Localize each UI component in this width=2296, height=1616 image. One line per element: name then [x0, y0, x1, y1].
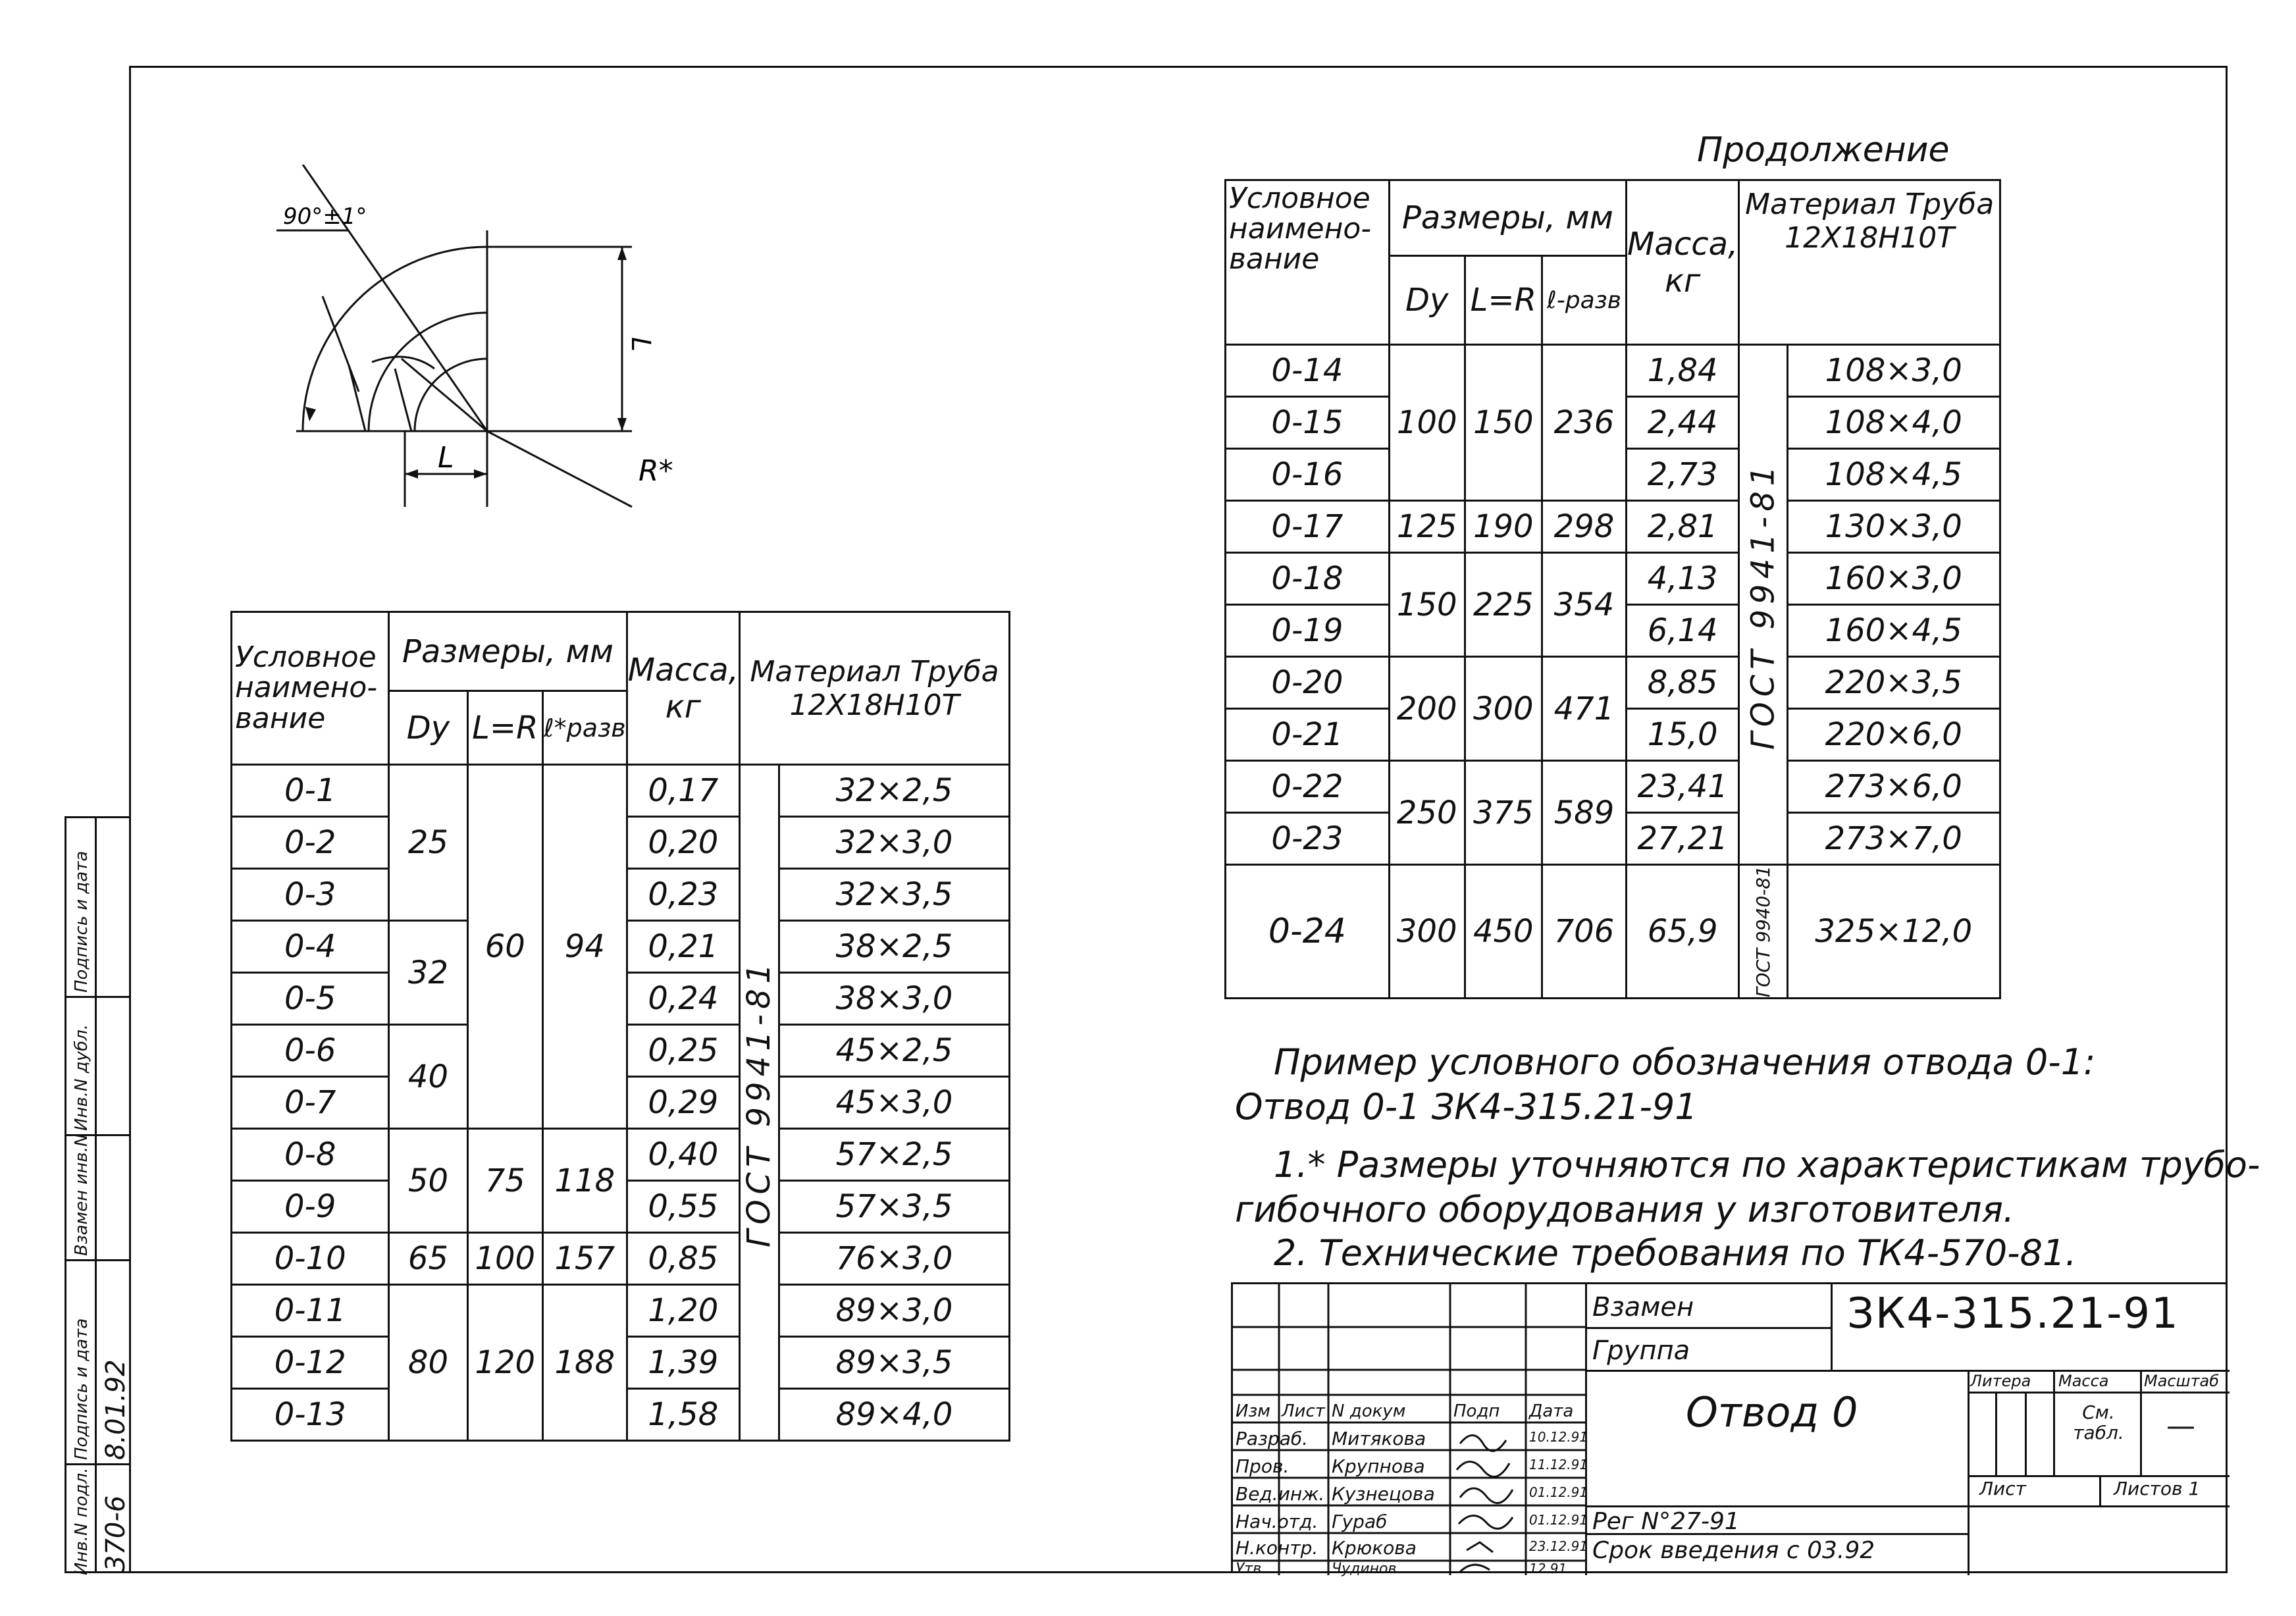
- row-name: 0-16: [1226, 449, 1390, 501]
- header-mass: Масса, кг: [1627, 180, 1739, 345]
- list-label: Лист: [1979, 1478, 2026, 1499]
- lr-cell: 450: [1465, 865, 1542, 999]
- pipe-cell: 108×4,5: [1787, 449, 2000, 501]
- strip-podpis-data-2: Подпись и дата: [72, 850, 91, 993]
- mass-cell: 0,29: [627, 1077, 739, 1129]
- name-nach-otd: Гураб: [1332, 1511, 1388, 1532]
- lr-cell: 60: [467, 765, 542, 1129]
- pipe-cell: 273×6,0: [1787, 761, 2000, 813]
- row-name: 0-5: [232, 973, 389, 1025]
- mass-cell: 6,14: [1627, 605, 1739, 657]
- header-dy: Dу: [389, 691, 467, 765]
- note-designation: Отвод 0-1 ЗК4-315.21-91: [1235, 1086, 1698, 1128]
- mass-cell: 0,24: [627, 973, 739, 1025]
- mass-cell: 2,44: [1627, 397, 1739, 449]
- pipe-cell: 57×3,5: [779, 1181, 1009, 1233]
- pipe-cell: 130×3,0: [1787, 501, 2000, 553]
- header-lr: L=R: [467, 691, 542, 765]
- pipe-cell: 89×3,5: [779, 1337, 1009, 1389]
- dy-cell: 40: [389, 1025, 467, 1129]
- note-2: 2. Технические требования по ТК4-570-81.: [1274, 1232, 2077, 1274]
- role-utv: Утв.: [1236, 1561, 1266, 1577]
- pipe-cell: 108×4,0: [1787, 397, 2000, 449]
- lr-cell: 375: [1465, 761, 1542, 865]
- header-lrazv: ℓ*разв: [542, 691, 627, 765]
- pipe-cell: 32×3,5: [779, 869, 1009, 921]
- date-prov: 11.12.91: [1529, 1457, 1588, 1473]
- doc-code: ЗК4-315.21-91: [1847, 1290, 2179, 1338]
- gost2-cell: ГОСТ 9940-81: [1739, 865, 1787, 999]
- date-n-kontr: 23.12.91: [1529, 1538, 1588, 1554]
- mass-value: См. табл.: [2073, 1401, 2124, 1444]
- strip-inv-value: 370-6: [101, 1495, 131, 1572]
- note-1: 1.* Размеры уточняются по характеристикам трубо-: [1274, 1144, 2260, 1186]
- row-name: 0-4: [232, 921, 389, 973]
- col-list: Лист: [1282, 1401, 1325, 1421]
- dim-l-vertical: L: [625, 337, 656, 352]
- row-name: 0-11: [232, 1285, 389, 1337]
- mass-cell: 0,55: [627, 1181, 739, 1233]
- strip-inv-podl: Инв.N подл.: [72, 1467, 91, 1575]
- pipe-cell: 45×2,5: [779, 1025, 1009, 1077]
- header-sizes: Размеры, мм: [1389, 180, 1626, 256]
- row-name: 0-20: [1226, 657, 1390, 709]
- dy-cell: 50: [389, 1129, 467, 1233]
- date-ved-inzh: 01.12.91: [1529, 1484, 1588, 1500]
- pipe-cell: 160×3,0: [1787, 553, 2000, 605]
- table-elbows-2: [1224, 179, 2001, 999]
- name-prov: Крупнова: [1332, 1455, 1425, 1477]
- gost-cell: ГОСТ 9941-81: [1739, 345, 1787, 865]
- pipe-cell: 45×3,0: [779, 1077, 1009, 1129]
- row-name: 0-13: [232, 1389, 389, 1441]
- lrazv-cell: 94: [542, 765, 627, 1129]
- side-strip: [65, 816, 129, 1573]
- mass-cell: 15,0: [1627, 709, 1739, 761]
- mass-cell: 0,85: [627, 1233, 739, 1285]
- mass-cell: 1,39: [627, 1337, 739, 1389]
- role-nach-otd: Нач.отд.: [1236, 1511, 1318, 1532]
- strip-inv-dubl: Инв.N дубл.: [72, 1024, 91, 1131]
- date-razrab: 10.12.91: [1529, 1429, 1588, 1445]
- litera-label: Литера: [1970, 1372, 2031, 1390]
- row-name: 0-17: [1226, 501, 1390, 553]
- mass-cell: 0,40: [627, 1129, 739, 1181]
- header-dy: Dу: [1389, 256, 1465, 345]
- name-n-kontr: Крюкова: [1332, 1537, 1417, 1559]
- note-example: Пример условного обозначения отвода 0-1:: [1274, 1041, 2096, 1083]
- pipe-cell: 160×4,5: [1787, 605, 2000, 657]
- note-1-cont: гибочного оборудования у изготовителя.: [1235, 1189, 2015, 1230]
- dy-cell: 25: [389, 765, 467, 921]
- massa-label: Масса: [2058, 1372, 2109, 1390]
- col-podp: Подп: [1453, 1401, 1500, 1421]
- row-name: 0-7: [232, 1077, 389, 1129]
- lrazv-cell: 471: [1542, 657, 1626, 761]
- row-name: 0-23: [1226, 813, 1390, 865]
- role-prov: Пров.: [1236, 1455, 1290, 1477]
- row-name: 0-21: [1226, 709, 1390, 761]
- pipe-cell: 32×2,5: [779, 765, 1009, 817]
- mass-cell: 4,13: [1627, 553, 1739, 605]
- row-name: 0-19: [1226, 605, 1390, 657]
- date-nach-otd: 01.12.91: [1529, 1512, 1588, 1528]
- row-name: 0-3: [232, 869, 389, 921]
- row-name: 0-2: [232, 817, 389, 869]
- lrazv-cell: 188: [542, 1285, 627, 1441]
- row-name: 0-9: [232, 1181, 389, 1233]
- header-sizes: Размеры, мм: [389, 612, 627, 691]
- strip-podpis-data: Подпись и дата: [72, 1318, 91, 1460]
- scale-value: —: [2166, 1409, 2195, 1443]
- mass-cell: 1,58: [627, 1389, 739, 1441]
- angle-label: 90°±1°: [283, 203, 367, 230]
- header-name: Условное наимено- вание: [1226, 180, 1390, 345]
- vzamen-label: Взамен: [1592, 1292, 1694, 1322]
- dy-cell: 300: [1389, 865, 1465, 999]
- masshtab-label: Масштаб: [2144, 1372, 2220, 1390]
- srok-vvedenia: Срок введения с 03.92: [1592, 1537, 1875, 1564]
- mass-cell: 0,25: [627, 1025, 739, 1077]
- lrazv-cell: 706: [1542, 865, 1626, 999]
- lrazv-cell: 118: [542, 1129, 627, 1233]
- mass-cell: 2,73: [1627, 449, 1739, 501]
- gruppa-label: Группа: [1592, 1336, 1690, 1366]
- role-n-kontr: Н.контр.: [1236, 1537, 1318, 1559]
- pipe-cell: 325×12,0: [1787, 865, 2000, 999]
- row-name: 0-10: [232, 1233, 389, 1285]
- dim-l-horizontal: L: [438, 441, 454, 475]
- col-izm: Изм: [1236, 1401, 1270, 1421]
- lr-cell: 225: [1465, 553, 1542, 657]
- dy-cell: 125: [1389, 501, 1465, 553]
- reg-number: Рег N°27-91: [1592, 1508, 1740, 1535]
- gost-cell: ГОСТ 9941-81: [739, 765, 779, 1441]
- dy-cell: 200: [1389, 657, 1465, 761]
- lr-cell: 100: [467, 1233, 542, 1285]
- header-material: Материал Труба 12Х18Н10Т: [1739, 180, 2000, 345]
- table2-caption: Продолжение: [1697, 130, 1950, 170]
- pipe-cell: 76×3,0: [779, 1233, 1009, 1285]
- row-name: 0-1: [232, 765, 389, 817]
- name-razrab: Митякова: [1332, 1428, 1426, 1449]
- row-name: 0-22: [1226, 761, 1390, 813]
- date-utv: 12.91: [1529, 1561, 1567, 1577]
- col-data: Дата: [1529, 1401, 1574, 1421]
- role-ved-inzh: Вед.инж.: [1236, 1483, 1325, 1505]
- lrazv-cell: 236: [1542, 345, 1626, 501]
- mass-cell: 1,20: [627, 1285, 739, 1337]
- mass-cell: 0,17: [627, 765, 739, 817]
- mass-cell: 8,85: [1627, 657, 1739, 709]
- lrazv-cell: 157: [542, 1233, 627, 1285]
- elbow-drawing: [263, 165, 724, 533]
- dy-cell: 80: [389, 1285, 467, 1441]
- mass-cell: 1,84: [1627, 345, 1739, 397]
- pipe-cell: 220×3,5: [1787, 657, 2000, 709]
- title-block: [1231, 1282, 2228, 1577]
- row-name: 0-18: [1226, 553, 1390, 605]
- header-mass: Масса, кг: [627, 612, 739, 765]
- role-razrab: Разраб.: [1236, 1428, 1309, 1449]
- name-ved-inzh: Кузнецова: [1332, 1483, 1435, 1505]
- lr-cell: 300: [1465, 657, 1542, 761]
- header-material: Материал Труба 12Х18Н10Т: [739, 612, 1009, 765]
- pipe-cell: 32×3,0: [779, 817, 1009, 869]
- listov-label: Листов 1: [2114, 1478, 2201, 1499]
- mass-cell: 0,20: [627, 817, 739, 869]
- strip-date-value: 8.01.92: [101, 1359, 131, 1460]
- row-name: 0-6: [232, 1025, 389, 1077]
- mass-cell: 0,23: [627, 869, 739, 921]
- radius-label: R*: [639, 454, 673, 488]
- dy-cell: 65: [389, 1233, 467, 1285]
- mass-cell: 2,81: [1627, 501, 1739, 553]
- header-lrazv: ℓ-разв: [1542, 256, 1626, 345]
- dy-cell: 100: [1389, 345, 1465, 501]
- name-utv: Чудинов: [1332, 1561, 1397, 1577]
- pipe-cell: 273×7,0: [1787, 813, 2000, 865]
- pipe-cell: 57×2,5: [779, 1129, 1009, 1181]
- pipe-cell: 89×3,0: [779, 1285, 1009, 1337]
- pipe-cell: 38×2,5: [779, 921, 1009, 973]
- mass-cell: 27,21: [1627, 813, 1739, 865]
- pipe-cell: 89×4,0: [779, 1389, 1009, 1441]
- lrazv-cell: 298: [1542, 501, 1626, 553]
- lr-cell: 150: [1465, 345, 1542, 501]
- pipe-cell: 220×6,0: [1787, 709, 2000, 761]
- lrazv-cell: 589: [1542, 761, 1626, 865]
- pipe-cell: 108×3,0: [1787, 345, 2000, 397]
- header-name: Условное наимено- вание: [232, 612, 389, 765]
- lr-cell: 190: [1465, 501, 1542, 553]
- pipe-cell: 38×3,0: [779, 973, 1009, 1025]
- header-lr: L=R: [1465, 256, 1542, 345]
- row-name: 0-14: [1226, 345, 1390, 397]
- dy-cell: 250: [1389, 761, 1465, 865]
- mass-cell: 65,9: [1627, 865, 1739, 999]
- dy-cell: 32: [389, 921, 467, 1025]
- col-ndok: N докум: [1332, 1401, 1406, 1421]
- lr-cell: 75: [467, 1129, 542, 1233]
- row-name: 0-8: [232, 1129, 389, 1181]
- lrazv-cell: 354: [1542, 553, 1626, 657]
- lr-cell: 120: [467, 1285, 542, 1441]
- table-elbows-1: [230, 611, 1010, 1442]
- mass-cell: 23,41: [1627, 761, 1739, 813]
- dy-cell: 150: [1389, 553, 1465, 657]
- row-name: 0-12: [232, 1337, 389, 1389]
- strip-vzam-inv: Взамен инв.N: [72, 1134, 91, 1256]
- doc-title: Отвод 0: [1686, 1388, 1858, 1436]
- signatures: [1453, 1424, 1519, 1575]
- row-name: 0-15: [1226, 397, 1390, 449]
- mass-cell: 0,21: [627, 921, 739, 973]
- row-name: 0-24: [1226, 865, 1390, 999]
